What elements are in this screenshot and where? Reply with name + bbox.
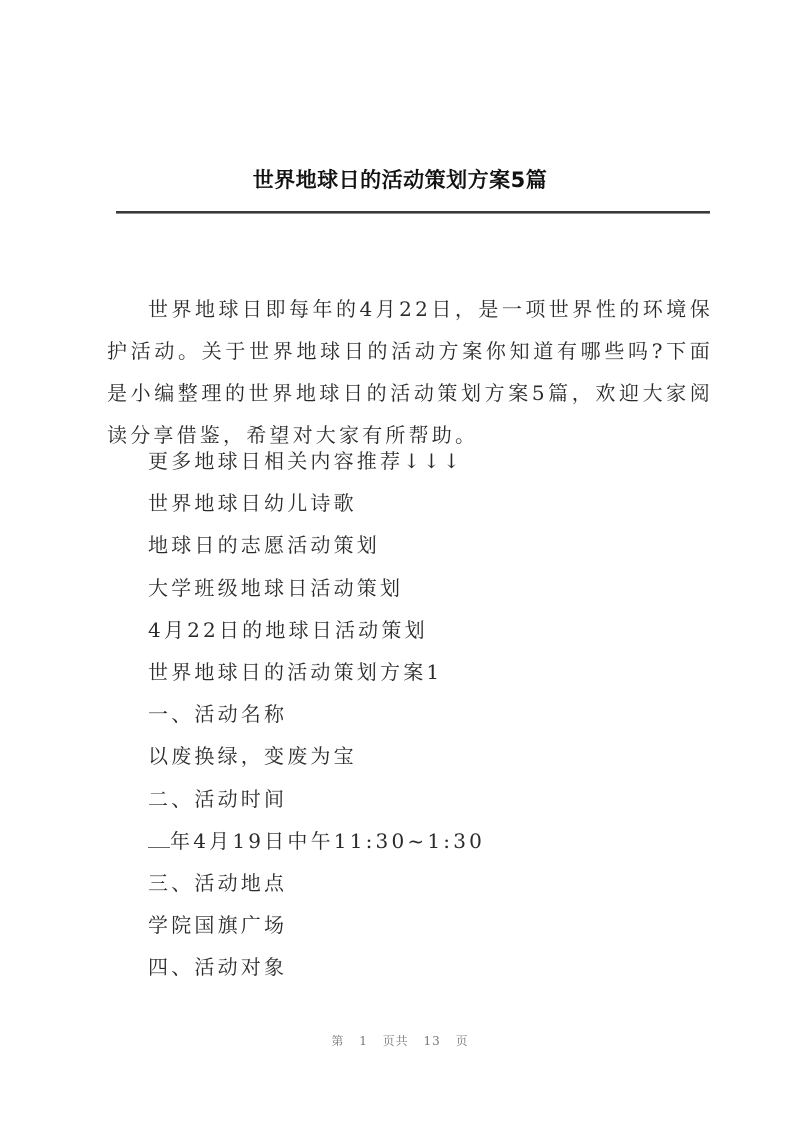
footer-mid: 页共	[382, 1034, 409, 1048]
recommend-link-april22[interactable]: 4月22日的地球日活动策划	[148, 617, 428, 642]
blank-year-field	[148, 833, 170, 848]
item-value-location: 学院国旗广场	[148, 913, 288, 938]
recommend-link-college[interactable]: 大学班级地球日活动策划	[148, 575, 404, 600]
item-heading-location: 三、活动地点	[148, 870, 288, 895]
item-value-time-text: 年4月19日中午11:30~1:30	[170, 828, 486, 853]
item-heading-audience: 四、活动对象	[148, 955, 288, 980]
footer-suffix: 页	[455, 1034, 469, 1048]
recommend-link-poem[interactable]: 世界地球日幼儿诗歌	[148, 491, 357, 516]
section-heading-plan1: 世界地球日的活动策划方案1	[148, 659, 443, 684]
current-page: 1	[359, 1034, 368, 1048]
title-divider	[116, 211, 710, 214]
content-lines	[148, 440, 485, 988]
intro-paragraph: 世界地球日即每年的4月22日，是一项世界性的环境保护活动。关于世界地球日的活动方案你知道有哪些吗?下面是小编整理的世界地球日的活动策划方案5篇，欢迎大家阅读分享借鉴，希望对大家有所帮助。	[107, 297, 713, 447]
footer-prefix: 第	[331, 1034, 345, 1048]
document-title: 世界地球日的活动策划方案5篇	[252, 168, 548, 192]
item-value-name: 以废换绿，变废为宝	[148, 744, 357, 769]
recommend-heading: 更多地球日相关内容推荐↓↓↓	[148, 449, 464, 473]
page-footer	[0, 1032, 800, 1049]
item-heading-time: 二、活动时间	[148, 786, 288, 811]
item-heading-name: 一、活动名称	[148, 702, 288, 727]
recommend-link-volunteer[interactable]: 地球日的志愿活动策划	[148, 533, 380, 558]
total-pages: 13	[423, 1034, 441, 1048]
item-value-time	[148, 820, 485, 862]
